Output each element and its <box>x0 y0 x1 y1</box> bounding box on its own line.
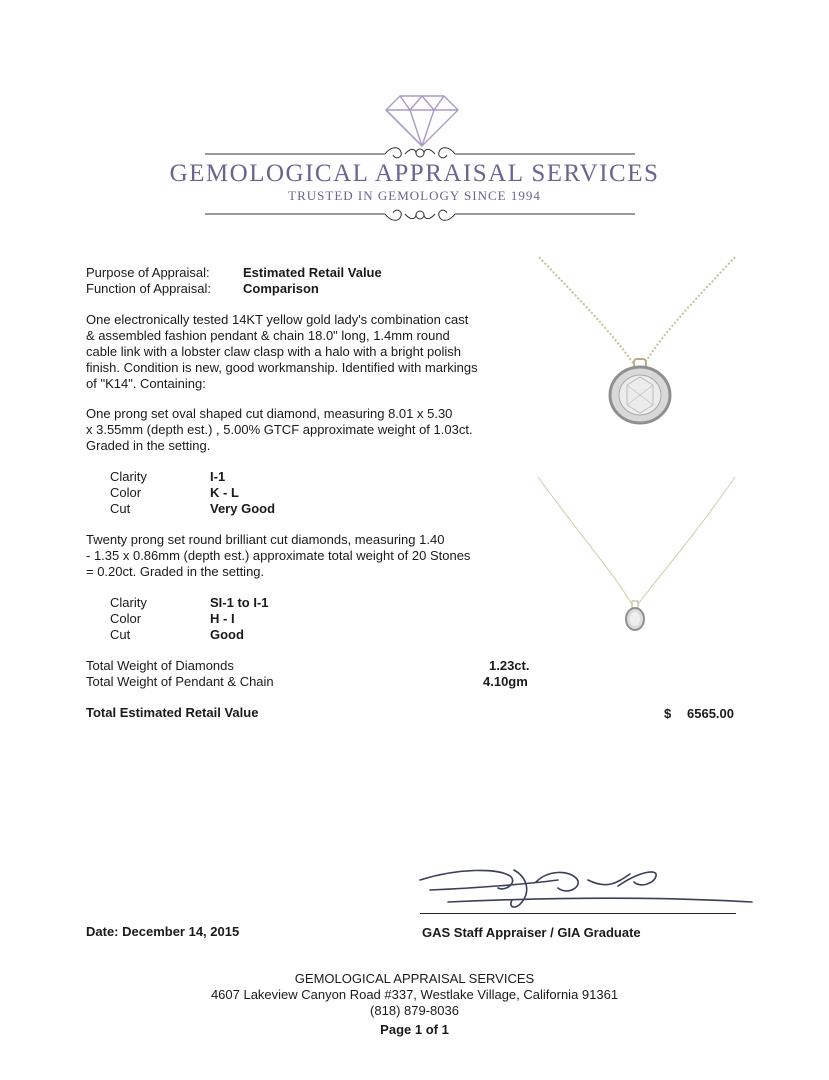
footer-address: 4607 Lakeview Canyon Road #337, Westlake Village, California 91361 <box>210 987 619 1002</box>
stone2-color-label: Color <box>110 611 142 626</box>
page-number: Page 1 of 1 <box>380 1022 449 1037</box>
appraiser-title: GAS Staff Appraiser / GIA Graduate <box>422 925 641 940</box>
total-pendant-value: 4.10gm <box>483 674 528 689</box>
stone2-description <box>86 532 516 580</box>
appraisal-date: Date: December 14, 2015 <box>86 924 240 939</box>
stone1-line: x 3.55mm (depth est.) , 5.00% GTCF approximate weight of 1.03ct. <box>86 422 473 437</box>
total-pendant-label: Total Weight of Pendant & Chain <box>86 674 274 689</box>
description-line: finish. Condition is new, good workmanship. Identified with markings <box>86 360 478 375</box>
stone2-line: - 1.35 x 0.86mm (depth est.) approximate total weight of 20 Stones <box>86 548 471 563</box>
stone1-color-value: K - L <box>210 485 239 500</box>
stone1-clarity-value: I-1 <box>210 469 226 484</box>
purpose-value: Estimated Retail Value <box>243 265 382 280</box>
pendant-full-photo <box>535 475 740 645</box>
stone1-cut-label: Cut <box>110 501 131 516</box>
total-retail-label: Total Estimated Retail Value <box>86 705 259 720</box>
function-label: Function of Appraisal: <box>86 281 212 296</box>
currency-symbol: $ <box>664 706 672 721</box>
company-tagline: TRUSTED IN GEMOLOGY SINCE 1994 <box>288 188 541 203</box>
stone1-clarity-label: Clarity <box>110 469 147 484</box>
stone2-clarity-value: SI-1 to I-1 <box>210 595 269 610</box>
stone1-line: One prong set oval shaped cut diamond, measuring 8.01 x 5.30 <box>86 406 453 421</box>
stone2-cut-label: Cut <box>110 627 131 642</box>
pendant-closeup-photo <box>535 255 740 435</box>
stone1-color-label: Color <box>110 485 142 500</box>
signature-line <box>420 913 736 914</box>
stone2-line: = 0.20ct. Graded in the setting. <box>86 564 265 579</box>
footer-company: GEMOLOGICAL APPRAISAL SERVICES <box>294 971 535 986</box>
description-line: One electronically tested 14KT yellow gold lady's combination cast <box>86 312 469 327</box>
appraiser-signature <box>418 862 758 920</box>
stone2-line: Twenty prong set round brilliant cut diamonds, measuring 1.40 <box>86 532 445 547</box>
ornament-divider-bottom <box>205 204 635 224</box>
function-value: Comparison <box>243 281 319 296</box>
total-retail-value: 6565.00 <box>687 706 734 721</box>
stone2-color-value: H - I <box>210 611 235 626</box>
company-title: GEMOLOGICAL APPRAISAL SERVICES <box>169 160 660 187</box>
stone1-line: Graded in the setting. <box>86 438 211 453</box>
total-diamonds-label: Total Weight of Diamonds <box>86 658 234 673</box>
description-line: cable link with a lobster claw clasp with a halo with a bright polish <box>86 344 462 359</box>
total-diamonds-value: 1.23ct. <box>489 658 530 673</box>
stone2-cut-value: Good <box>210 627 244 642</box>
diamond-icon <box>382 90 462 150</box>
stone2-clarity-label: Clarity <box>110 595 147 610</box>
footer-phone: (818) 879-8036 <box>370 1003 459 1018</box>
item-description <box>86 312 516 392</box>
description-line: of "K14". Containing: <box>86 376 206 391</box>
stone1-cut-value: Very Good <box>210 501 276 516</box>
purpose-label: Purpose of Appraisal: <box>86 265 210 280</box>
description-line: & assembled fashion pendant & chain 18.0" long, 1.4mm round <box>86 328 450 343</box>
stone1-description <box>86 406 516 454</box>
